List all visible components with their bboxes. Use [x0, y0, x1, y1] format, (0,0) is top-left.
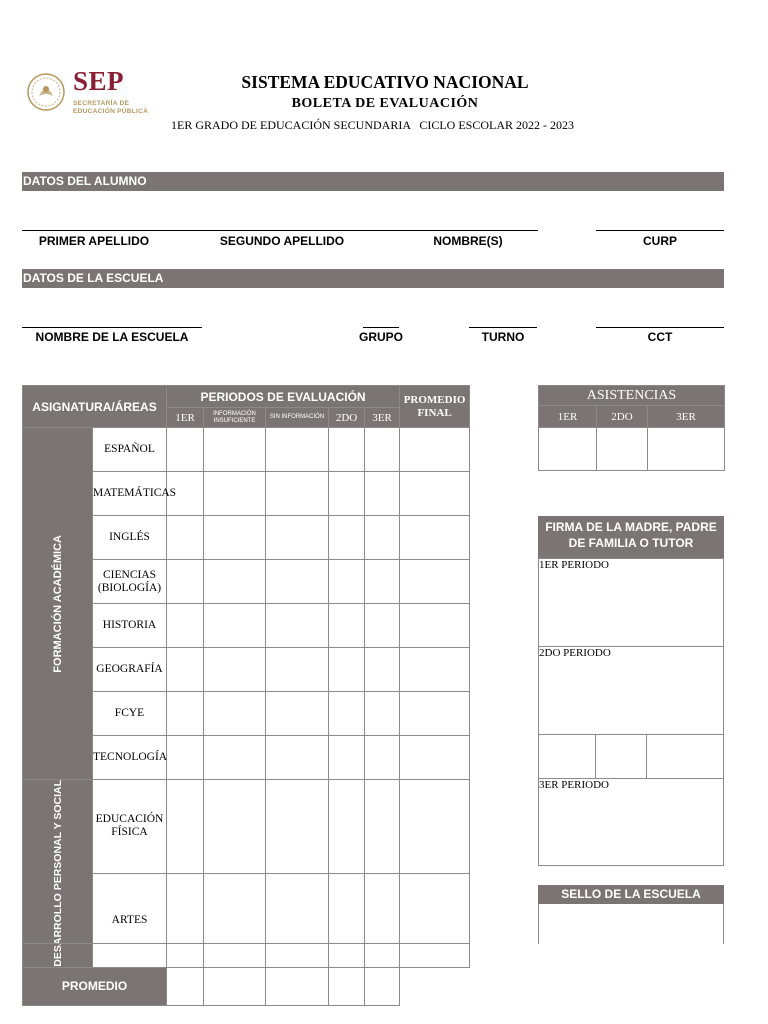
- grade-cell[interactable]: [204, 692, 266, 736]
- grade-cell[interactable]: [266, 560, 329, 604]
- subject-name: CIENCIAS (BIOLOGÍA): [93, 560, 167, 604]
- signature-period-1-label: 1ER PERIODO: [539, 559, 609, 571]
- attendance-period-2: 2DO: [597, 406, 648, 428]
- curp-label: CURP: [642, 234, 677, 248]
- grade-cell[interactable]: [329, 692, 365, 736]
- grade-cell[interactable]: [329, 516, 365, 560]
- average-cell[interactable]: [329, 967, 365, 1005]
- average-row: [23, 967, 470, 1005]
- attendance-period-1: 1ER: [539, 406, 597, 428]
- signature-period-3-label: 3ER PERIODO: [539, 779, 609, 791]
- grade-cell[interactable]: [365, 692, 400, 736]
- seal-header: SELLO DE LA ESCUELA: [538, 885, 724, 904]
- period-2-header: 2DO: [329, 408, 365, 428]
- school-name-line[interactable]: [22, 327, 202, 328]
- subject-name: TECNOLOGÍA: [93, 736, 167, 780]
- bottom-rule: [22, 943, 469, 944]
- signature-grid-cell: [646, 734, 724, 779]
- attendance-cell[interactable]: [597, 428, 648, 471]
- school-name-label: NOMBRE DE LA ESCUELA: [35, 330, 189, 344]
- school-section-header: DATOS DE LA ESCUELA: [22, 269, 724, 288]
- signature-grid-cell: [595, 734, 647, 779]
- grade-cell[interactable]: [365, 516, 400, 560]
- grade-cell[interactable]: [204, 560, 266, 604]
- insufficient-info-header: INFORMACIÓN INSUFICIENTE: [204, 408, 266, 428]
- cct-line[interactable]: [596, 327, 724, 328]
- curp-line[interactable]: [596, 230, 724, 231]
- average-cell[interactable]: [167, 967, 204, 1005]
- grade-cell[interactable]: [400, 873, 470, 967]
- grade-cell[interactable]: [204, 516, 266, 560]
- signature-grid-cell: [538, 734, 596, 779]
- grade-cell[interactable]: [329, 736, 365, 780]
- document-title: SISTEMA EDUCATIVO NACIONAL: [241, 72, 529, 92]
- final-average-header: PROMEDIO FINAL: [400, 386, 470, 428]
- grade-cell[interactable]: [400, 780, 470, 874]
- average-cell[interactable]: [266, 967, 329, 1005]
- shift-label: TURNO: [481, 330, 525, 344]
- signatures-header: FIRMA DE LA MADRE, PADRE DE FAMILIA O TUTOR: [538, 516, 724, 558]
- grade-cell[interactable]: [329, 472, 365, 516]
- grade-cell[interactable]: [365, 873, 400, 967]
- period-3-header: 3ER: [365, 408, 400, 428]
- grade-cell[interactable]: [167, 516, 204, 560]
- grade-cell[interactable]: [167, 780, 204, 874]
- subject-name: ARTES: [93, 873, 167, 967]
- grade-cell[interactable]: [266, 692, 329, 736]
- grade-cell[interactable]: [400, 736, 470, 780]
- grade-cell[interactable]: [365, 604, 400, 648]
- grade-cell[interactable]: [365, 648, 400, 692]
- group-label: GRUPO: [358, 330, 403, 344]
- subject-name: ESPAÑOL: [93, 428, 167, 472]
- area-personal-label: DESARROLLO PERSONAL Y SOCIAL: [51, 780, 64, 967]
- signature-box-period-1[interactable]: [538, 558, 724, 647]
- student-name-line[interactable]: [22, 230, 538, 231]
- grade-cell[interactable]: [167, 648, 204, 692]
- grade-cell[interactable]: [204, 648, 266, 692]
- names-label: NOMBRE(S): [433, 234, 503, 248]
- grade-cell[interactable]: [400, 692, 470, 736]
- grade-cell[interactable]: [329, 604, 365, 648]
- area-academic-label: FORMACIÓN ACADÉMICA: [51, 534, 64, 673]
- logo-line-2: EDUCACIÓN PÚBLICA: [73, 108, 149, 115]
- document-subtitle: BOLETA DE EVALUACIÓN: [291, 96, 479, 111]
- grade-cell[interactable]: [167, 560, 204, 604]
- grade-cell[interactable]: [329, 428, 365, 472]
- grade-cell[interactable]: [167, 428, 204, 472]
- grade-cell[interactable]: [266, 472, 329, 516]
- subject-name: FCYE: [93, 692, 167, 736]
- grade-cell[interactable]: [400, 428, 470, 472]
- grade-cell[interactable]: [266, 648, 329, 692]
- grade-cell[interactable]: [400, 516, 470, 560]
- area-personal-cell: [23, 780, 93, 968]
- logo-line-1: SECRETARÍA DE: [73, 100, 130, 107]
- grade-cell[interactable]: [329, 648, 365, 692]
- seal-box[interactable]: [538, 904, 724, 944]
- first-surname-label: PRIMER APELLIDO: [38, 234, 150, 248]
- group-line[interactable]: [363, 327, 399, 328]
- subject-name: GEOGRAFÍA: [93, 648, 167, 692]
- grade-cell[interactable]: [204, 780, 266, 874]
- logo-acronym: SEP: [73, 66, 125, 96]
- second-surname-label: SEGUNDO APELLIDO: [219, 234, 345, 248]
- grade-cell[interactable]: [400, 560, 470, 604]
- grade-cell[interactable]: [266, 428, 329, 472]
- grade-cell[interactable]: [329, 873, 365, 967]
- grade-cell[interactable]: [329, 560, 365, 604]
- signature-box-period-3[interactable]: [538, 778, 724, 866]
- student-section-header: DATOS DEL ALUMNO: [22, 172, 724, 191]
- grade-cell[interactable]: [365, 560, 400, 604]
- area-academic-cell: [23, 428, 93, 780]
- grades-table: [22, 385, 470, 1006]
- attendance-table: [538, 385, 725, 471]
- subject-name: EDUCACIÓN FÍSICA: [93, 780, 167, 874]
- table-row: [23, 428, 470, 472]
- average-cell[interactable]: [365, 967, 400, 1005]
- grade-cell[interactable]: [365, 736, 400, 780]
- grade-cell[interactable]: [400, 648, 470, 692]
- grade-cell[interactable]: [204, 428, 266, 472]
- attendance-period-3: 3ER: [648, 406, 725, 428]
- grade-cell[interactable]: [266, 604, 329, 648]
- subject-name: INGLÉS: [93, 516, 167, 560]
- grade-cell[interactable]: [167, 692, 204, 736]
- sep-logo: [26, 66, 156, 116]
- signature-period-2-label: 2DO PERIODO: [539, 647, 611, 659]
- average-label: PROMEDIO: [23, 967, 167, 1005]
- grade-cell[interactable]: [329, 780, 365, 874]
- cct-label: CCT: [647, 330, 673, 344]
- subjects-header: ASIGNATURA/ÁREAS: [23, 386, 167, 428]
- grade-cell[interactable]: [204, 736, 266, 780]
- grade-cell[interactable]: [204, 604, 266, 648]
- grade-cell[interactable]: [204, 472, 266, 516]
- grade-cell[interactable]: [400, 472, 470, 516]
- grade-cell[interactable]: [266, 516, 329, 560]
- grade-cycle-line: 1ER GRADO DE EDUCACIÓN SECUNDARIA CICLO ESCOLAR 2022 - 2023: [170, 118, 574, 132]
- no-info-header: SIN INFORMACIÓN: [266, 408, 329, 428]
- period-1-header: 1ER: [167, 408, 204, 428]
- grade-cell[interactable]: [266, 736, 329, 780]
- subject-name: HISTORIA: [93, 604, 167, 648]
- attendance-cell[interactable]: [539, 428, 597, 471]
- grade-cell[interactable]: [266, 873, 329, 967]
- attendance-cell[interactable]: [648, 428, 725, 471]
- grade-cell[interactable]: [365, 472, 400, 516]
- signature-box-period-2[interactable]: [538, 646, 724, 735]
- empty-cell: [400, 967, 470, 1005]
- average-cell[interactable]: [204, 967, 266, 1005]
- grade-cell[interactable]: [167, 604, 204, 648]
- grade-cell[interactable]: [365, 428, 400, 472]
- table-row: [23, 780, 470, 874]
- national-seal-icon: [26, 72, 66, 112]
- grade-cell[interactable]: [167, 873, 204, 967]
- periods-header: PERIODOS DE EVALUACIÓN: [167, 386, 400, 408]
- grade-cell[interactable]: [400, 604, 470, 648]
- subject-name: MATEMÁTICAS: [93, 472, 167, 516]
- grade-cell[interactable]: [167, 736, 204, 780]
- grade-cell[interactable]: [365, 780, 400, 874]
- grade-cell[interactable]: [204, 873, 266, 967]
- attendance-title: ASISTENCIAS: [539, 386, 725, 406]
- shift-line[interactable]: [469, 327, 537, 328]
- grade-cell[interactable]: [266, 780, 329, 874]
